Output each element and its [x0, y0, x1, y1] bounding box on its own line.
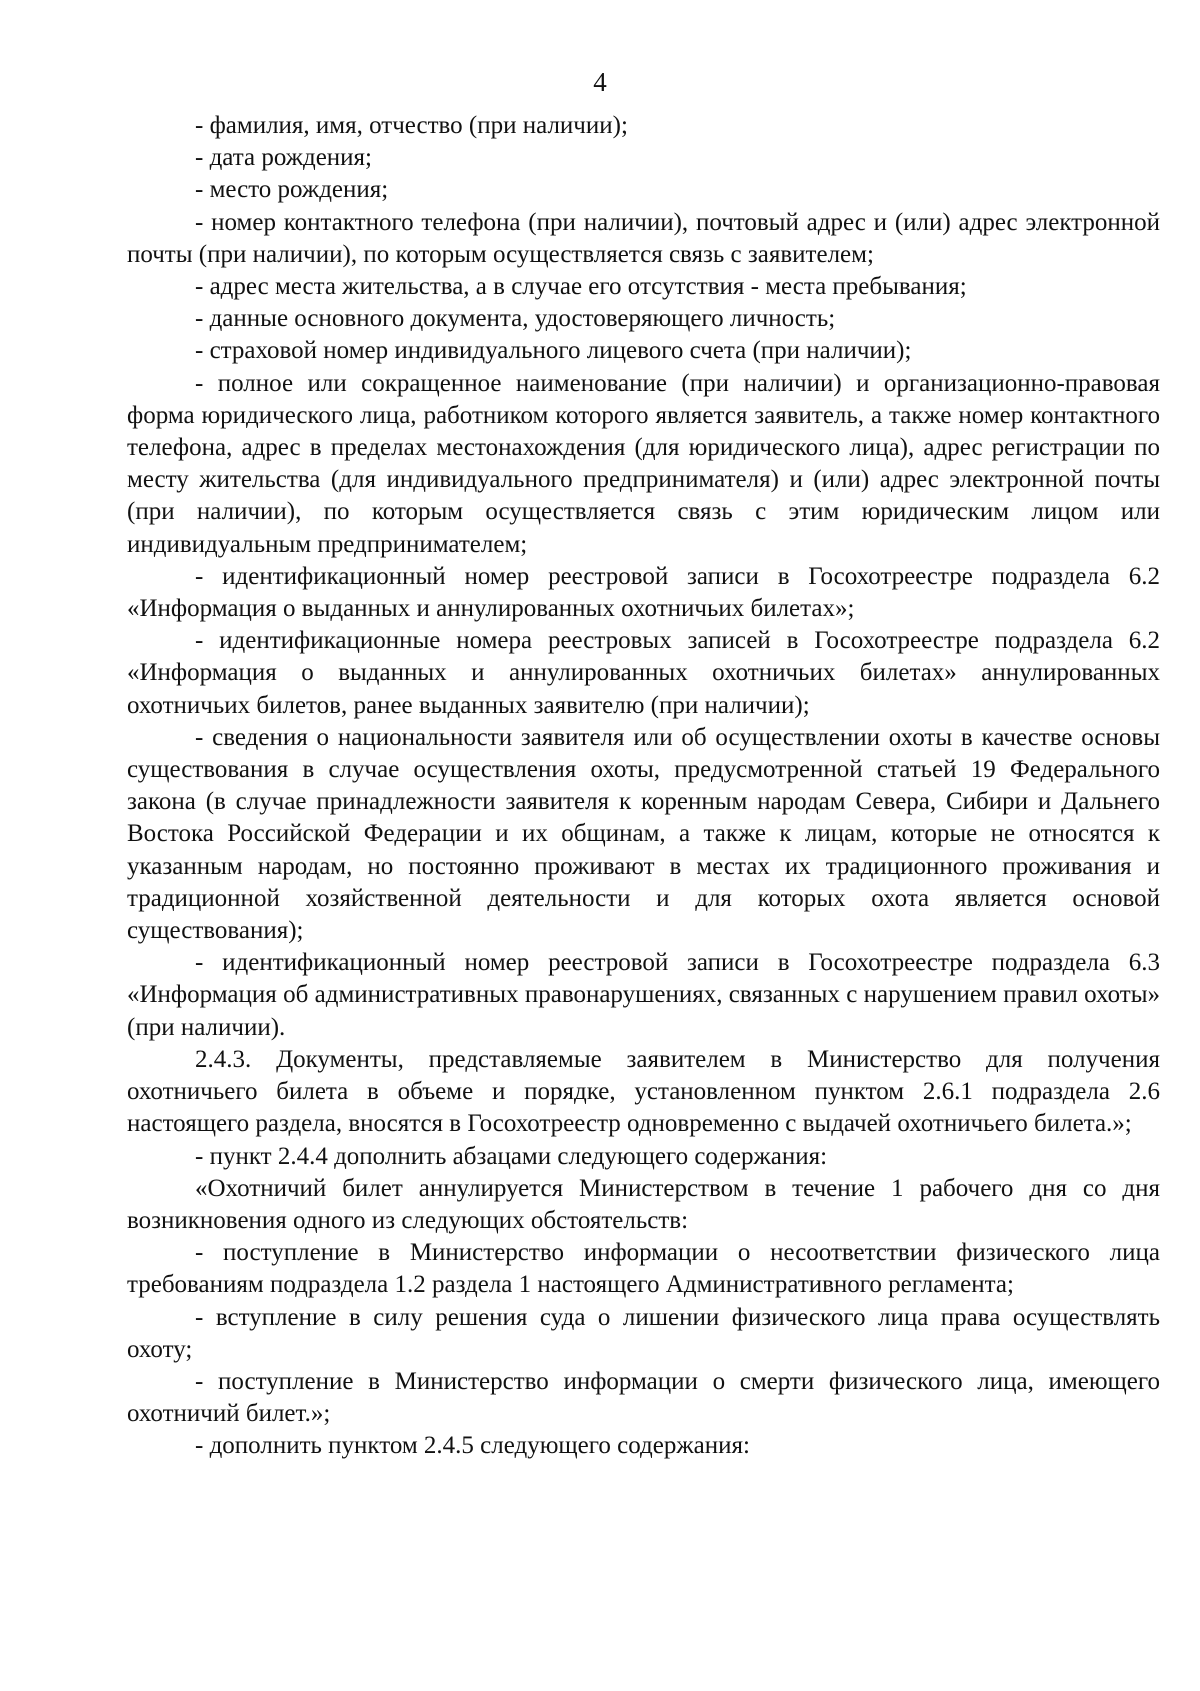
paragraph: - вступление в силу решения суда о лишении физического лица права осуществлять охоту; [127, 1303, 1160, 1363]
paragraph: 2.4.3. Документы, представляемые заявителем в Министерство для получения охотничьего билета в объеме и порядке, установленном пунктом 2.6.1 подраздела 2.6 настоящего раздела, вносятся в Госохотреестр одновременно с выдачей охотничьего билета.»; [127, 1045, 1160, 1138]
paragraph: - место рождения; [195, 176, 389, 204]
paragraph: - данные основного документа, удостоверяющего личность; [195, 305, 836, 333]
paragraph: - поступление в Министерство информации о смерти физического лица, имеющего охотничий билет.»; [127, 1367, 1160, 1428]
paragraph: - идентификационные номера реестровых записей в Госохотреестре подраздела 6.2 «Информация о выданных и аннулированных охотничьих билетах» аннулированных охотничьих билетов, ранее выданных заявителю (при наличии); [127, 627, 1160, 719]
page-number: 4 [593, 67, 607, 97]
paragraph: - страховой номер индивидуального лицевого счета (при наличии); [195, 337, 912, 365]
paragraph: - идентификационный номер реестровой записи в Госохотреестре подраздела 6.2 «Информация о выданных и аннулированных охотничьих билетах»; [127, 562, 1160, 623]
document-body [127, 110, 1160, 1463]
paragraph: - идентификационный номер реестровой записи в Госохотреестре подраздела 6.3 «Информация об административных правонарушениях, связанных с нарушением правил охоты» (при наличии). [127, 949, 1160, 1041]
paragraph: - фамилия, имя, отчество (при наличии); [195, 112, 628, 139]
paragraph: - адрес места жительства, а в случае его отсутствия - места пребывания; [195, 273, 967, 301]
paragraph: - дата рождения; [195, 144, 372, 172]
paragraph: «Охотничий билет аннулируется Министерством в течение 1 рабочего дня со дня возникновения одного из следующих обстоятельств: [127, 1174, 1160, 1234]
paragraph: - дополнить пунктом 2.4.5 следующего содержания: [195, 1432, 750, 1460]
paragraph: - сведения о национальности заявителя или об осуществлении охоты в качестве основы существования в случае осуществления охоты, предусмотренной статьей 19 Федерального закона (в случае принадлежности заявителя к коренным народам Севера, Сибири и Дальнего Востока Российской Федерации и их общинам, а также к лицам, которые не относятся к указанным народам, но постоянно проживают в местах их традиционного проживания и традиционной хозяйственной деятельности и для которых охота является основой существования); [127, 723, 1160, 945]
paragraph: - пункт 2.4.4 дополнить абзацами следующего содержания: [195, 1142, 828, 1170]
paragraph: - полное или сокращенное наименование (при наличии) и организационно-правовая форма юридического лица, работником которого является заявитель, а также номер контактного телефона, адрес в пределах местонахождения (для юридического лица), адрес регистрации по месту жительства (для индивидуального предпринимателя) и (или) адрес электронной почты (при наличии), по которым осуществляется связь с этим юридическим лицом или индивидуальным предпринимателем; [127, 369, 1160, 558]
paragraph: - номер контактного телефона (при наличии), почтовый адрес и (или) адрес электронной почты (при наличии), по которым осуществляется связь с заявителем; [127, 208, 1160, 268]
paragraph: - поступление в Министерство информации о несоответствии физического лица требованиям подраздела 1.2 раздела 1 настоящего Административного регламента; [127, 1239, 1160, 1299]
